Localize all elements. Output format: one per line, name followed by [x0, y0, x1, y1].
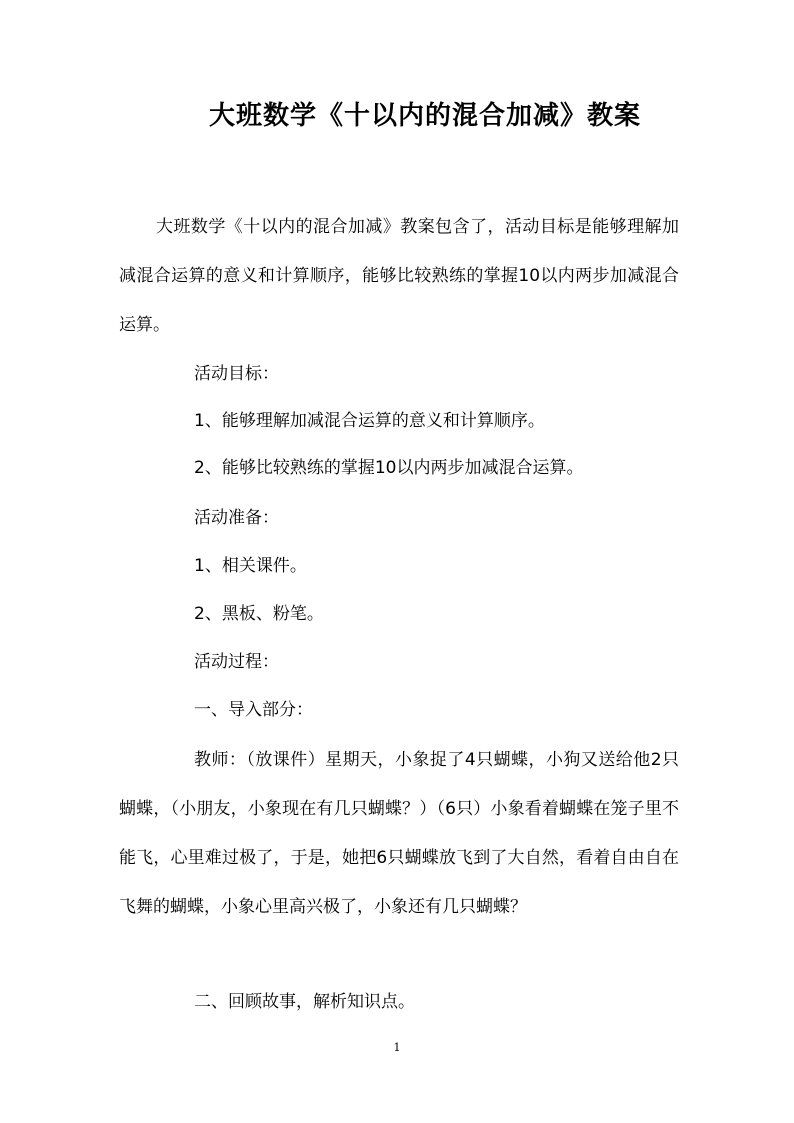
section-2-heading: 二、回顾故事，解析知识点。 — [194, 992, 415, 1012]
goal-item-2: 2、能够比较熟练的掌握10以内两步加减混合运算。 — [194, 458, 584, 478]
section-1-paragraph: 教师：（放课件）星期天，小象捉了4只蝴蝶，小狗又送给他2只蝴蝶，（小朋友，小象现在有几只蝴蝶？）（6只）小象看着蝴蝶在笼子里不能飞，心里难过极了，于是，她把6只蝴蝶放飞到了大自然，看着自由自在飞舞的蝴蝶，小象心里高兴极了，小象还有几只蝴蝶？ — [119, 750, 679, 917]
goal-item-1: 1、能够理解加减混合运算的意义和计算顺序。 — [194, 411, 545, 431]
process-heading: 活动过程： — [194, 652, 279, 672]
prep-item-2: 2、黑板、粉笔。 — [194, 604, 324, 624]
page-number: 1 — [393, 1041, 401, 1054]
intro-paragraph: 大班数学《十以内的混合加减》教案包含了，活动目标是能够理解加减混合运算的意义和计算顺序，能够比较熟练的掌握10以内两步加减混合运算。 — [119, 217, 679, 335]
prep-item-1: 1、相关课件。 — [194, 556, 307, 576]
prep-heading: 活动准备： — [194, 508, 279, 528]
document-title: 大班数学《十以内的混合加减》教案 — [208, 101, 641, 131]
goals-heading: 活动目标： — [194, 364, 279, 384]
section-1-heading: 一、导入部分： — [194, 700, 313, 720]
